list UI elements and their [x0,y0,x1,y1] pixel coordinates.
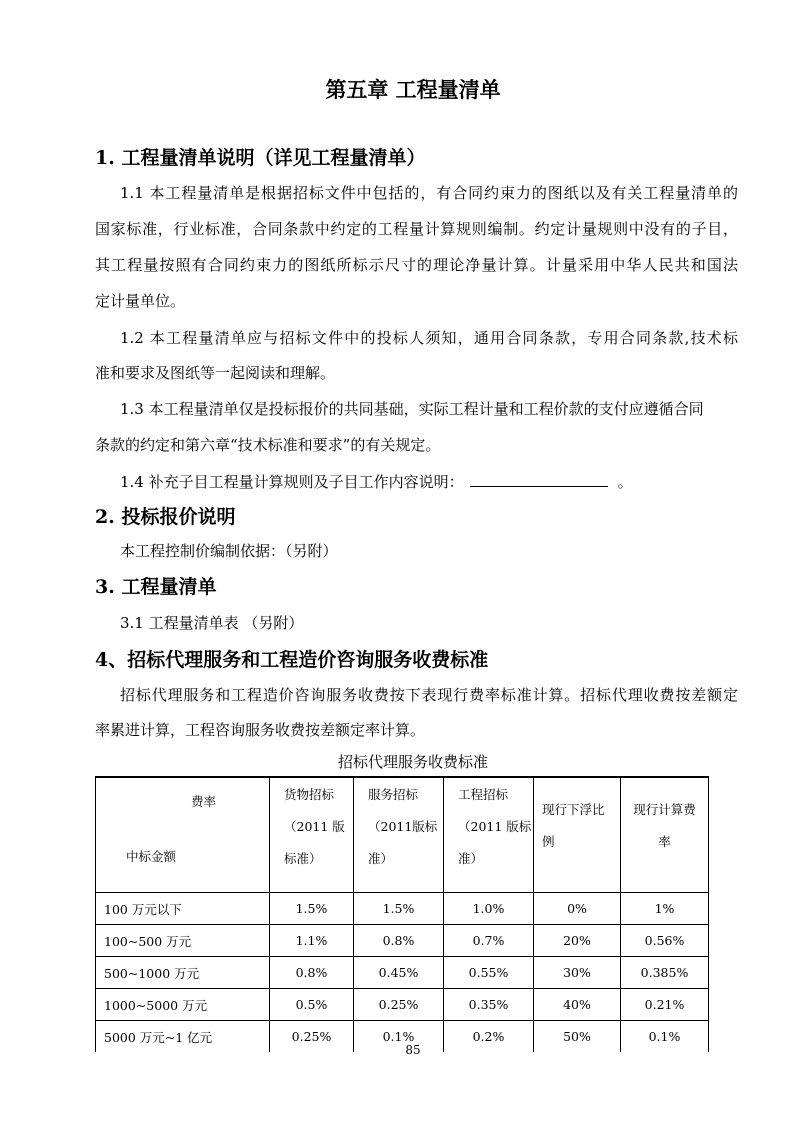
fee-table [95,776,709,1052]
table-cell: 1.5% [270,893,354,925]
table-cell: 0.21% [621,989,709,1021]
paragraph-line: 条款的约定和第六章“技术标准和要求”的有关规定。 [95,436,441,454]
table-cell: 0.1% [621,1021,709,1053]
header-line: 准） [368,851,394,866]
paragraph-line: 本工程控制价编制依据：（另附） [120,542,338,560]
amount-range-cell: 5000 万元~1 亿元 [96,1021,270,1053]
table-caption: 招标代理服务收费标准 [337,753,488,771]
header-line: （2011 版 [284,819,345,834]
header-line: 例 [542,834,555,849]
table-cell: 0.8% [354,925,444,957]
chapter-title: 第五章 工程量清单 [325,77,501,102]
table-cell: 0% [534,893,621,925]
table-header-row [96,777,709,893]
table-cell: 0.56% [621,925,709,957]
paragraph-line: 准和要求及图纸等一起阅读和理解。 [95,364,336,382]
table-cell: 40% [534,989,621,1021]
header-line: 标准） [284,851,322,866]
table-cell: 0.45% [354,957,444,989]
paragraph-line: 率累进计算，工程咨询服务收费按差额定率计算。 [95,721,426,739]
page-number: 85 [405,1043,421,1057]
table-cell: 0.7% [444,925,534,957]
amount-header-label: 中标金额 [126,849,177,864]
table-cell: 0.25% [270,1021,354,1053]
section-heading-1: 1. 工程量清单说明（详见工程量清单） [95,147,426,169]
header-line: 准） [458,851,484,866]
amount-range-cell: 100~500 万元 [96,925,270,957]
header-line: （2011 版标 [458,819,532,834]
paragraph-line: 1.1 本工程量清单是根据招标文件中包括的，有合同约束力的图纸以及有关工程量清单的 [120,184,738,202]
table-cell: 0.25% [354,989,444,1021]
table-cell: 1.1% [270,925,354,957]
section-heading-4: 4、招标代理服务和工程造价咨询服务收费标准 [95,649,489,671]
paragraph-line: 1.3 本工程量清单仅是投标报价的共同基础，实际工程计量和工程价款的支付应遵循合同 [120,400,704,418]
header-line: 率 [658,834,671,849]
header-line: 货物招标 [284,787,335,802]
table-cell: 0.1% [354,1021,444,1053]
table-cell: 50% [534,1021,621,1053]
table-row [96,893,709,925]
item-1-4-end-mark: 。 [617,473,633,491]
paragraph-line: 国家标准，行业标准，合同条款中约定的工程量计算规则编制。约定计量规则中没有的子目， [95,220,738,238]
column-header-goods [270,777,354,893]
table-cell: 1.0% [444,893,534,925]
table-cell: 0.2% [444,1021,534,1053]
item-1-4-text: 1.4 补充子目工程量计算规则及子目工作内容说明： [120,473,464,491]
paragraph-line: 招标代理服务和工程造价咨询服务收费按下表现行费率标准计算。招标代理收费按差额定 [120,686,738,704]
header-line: 现行计算费 [633,802,696,817]
table-cell: 1% [621,893,709,925]
table-row [96,957,709,989]
table-cell: 0.5% [270,989,354,1021]
column-header-engineering [444,777,534,893]
table-cell: 0.35% [444,989,534,1021]
paragraph-line: 其工程量按照有合同约束力的图纸所标示尺寸的理论净量计算。计量采用中华人民共和国法 [95,256,738,274]
rate-header-label: 费率 [191,794,217,809]
amount-range-cell: 1000~5000 万元 [96,989,270,1021]
header-line: （2011版标 [368,819,438,834]
section-heading-2: 2. 投标报价说明 [95,506,236,528]
table-row [96,989,709,1021]
column-header-current-rate [621,777,709,893]
table-cell: 30% [534,957,621,989]
table-cell: 0.385% [621,957,709,989]
header-line: 服务招标 [368,787,419,802]
header-line: 工程招标 [458,787,509,802]
amount-range-cell: 500~1000 万元 [96,957,270,989]
table-row [96,925,709,957]
item-1-4-line [120,471,738,491]
header-line: 现行下浮比 [542,802,605,817]
amount-range-cell: 100 万元以下 [96,893,270,925]
corner-header-cell [96,777,270,893]
table-cell: 0.8% [270,957,354,989]
paragraph-line: 3.1 工程量清单表 （另附） [120,614,304,632]
column-header-discount-ratio [534,777,621,893]
fill-in-blank-underline [470,471,608,487]
table-cell: 1.5% [354,893,444,925]
paragraph-line: 定计量单位。 [95,292,186,310]
table-cell: 20% [534,925,621,957]
paragraph-line: 1.2 本工程量清单应与招标文件中的投标人须知，通用合同条款，专用合同条款,技术标 [120,329,738,347]
table-cell: 0.55% [444,957,534,989]
section-heading-3: 3. 工程量清单 [95,576,217,598]
column-header-services [354,777,444,893]
